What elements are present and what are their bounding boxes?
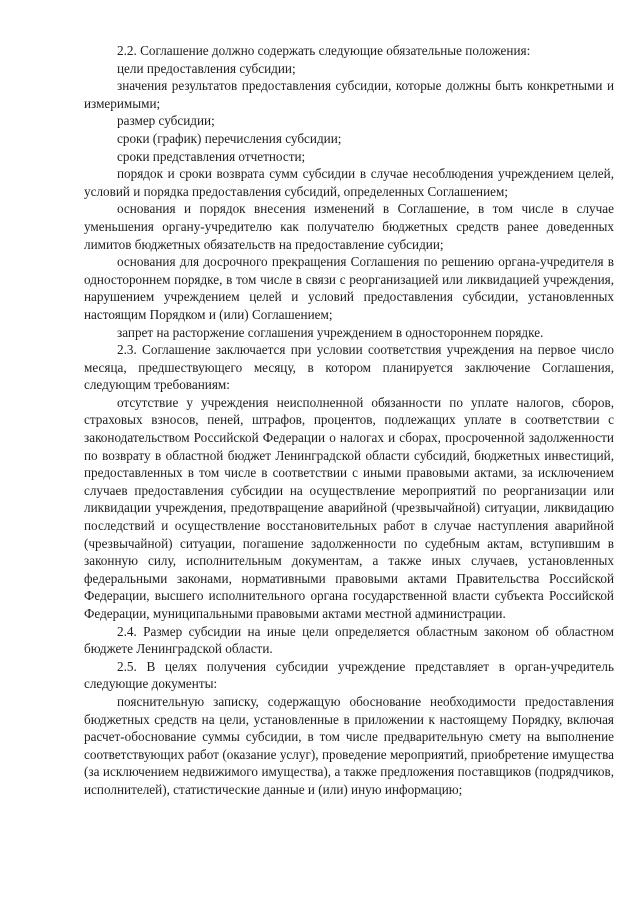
- paragraph: значения результатов предоставления субсидии, которые должны быть конкретными и измеримыми;: [84, 78, 614, 111]
- paragraph: основания для досрочного прекращения Соглашения по решению органа-учредителя в одностороннем порядке, в том числе в связи с реорганизацией или ликвидацией учреждения, нарушением учреждением целей и условий предоставления субсидии, установленных настоящим Порядком и (или) Соглашением;: [84, 254, 614, 322]
- paragraph: отсутствие у учреждения неисполненной обязанности по уплате налогов, сборов, страховых взносов, пеней, штрафов, процентов, подлежащих уплате в соответствии с законодательством Российской Федерации о налогах и сборах, просроченной задолженности по возврату в областной бюджет Ленинградской области субсидий, бюджетных инвестиций, предоставленных в том числе в соответствии с иными правовыми актами, за исключением случаев предоставления субсидии на осуществление мероприятий по реорганизации или ликвидации учреждения, предотвращение аварийной (чрезвычайной) ситуации, ликвидацию последствий и осуществление восстановительных работ в случае наступления аварийной (чрезвычайной) ситуации, погашение задолженности по судебным актам, вступившим в законную силу, исполнительным документам, а также иных случаев, установленных федеральными законами, нормативными правовыми актами Правительства Российской Федерации, высшего исполнительного органа государственной власти субъекта Российской Федерации, муниципальными правовыми актами местной администрации.: [84, 394, 614, 621]
- paragraph: 2.2. Соглашение должно содержать следующие обязательные положения:: [117, 43, 531, 58]
- paragraph: размер субсидии;: [117, 113, 215, 129]
- paragraph: 2.4. Размер субсидии на иные цели определяется областным законом об областном бюджете Ленинградской области.: [84, 623, 614, 657]
- paragraph: сроки (график) перечисления субсидии;: [117, 130, 342, 146]
- paragraph: пояснительную записку, содержащую обоснование необходимости предоставления бюджетных средств на цели, установленные в приложении к настоящему Порядку, включая расчет-обоснование суммы субсидии, в том числе предварительную смету на выполнение соответствующих работ (оказание услуг), проведение мероприятий, приобретение имущества (за исключением недвижимого имущества), а также предложения поставщиков (подрядчиков, исполнителей), статистические данные и (или) иную информацию;: [84, 693, 614, 797]
- paragraph: основания и порядок внесения изменений в Соглашение, в том числе в случае уменьшения органу-учредителю как получателю бюджетных средств ранее доведенных лимитов бюджетных обязательств на предоставление субсидии;: [84, 201, 614, 252]
- paragraph: 2.5. В целях получения субсидии учреждение представляет в орган-учредитель следующие документы:: [84, 658, 614, 692]
- paragraph: сроки представления отчетности;: [117, 148, 306, 164]
- paragraph: порядок и сроки возврата сумм субсидии в случае несоблюдения учреждением целей, условий и порядка предоставления субсидий, определенных Соглашением;: [84, 166, 614, 199]
- paragraph: 2.3. Соглашение заключается при условии соответствия учреждения на первое число месяца, предшествующего месяцу, в котором планируется заключение Соглашения, следующим требованиям:: [84, 342, 614, 393]
- paragraph: запрет на расторжение соглашения учреждением в одностороннем порядке.: [117, 324, 544, 340]
- paragraph: цели предоставления субсидии;: [117, 60, 296, 76]
